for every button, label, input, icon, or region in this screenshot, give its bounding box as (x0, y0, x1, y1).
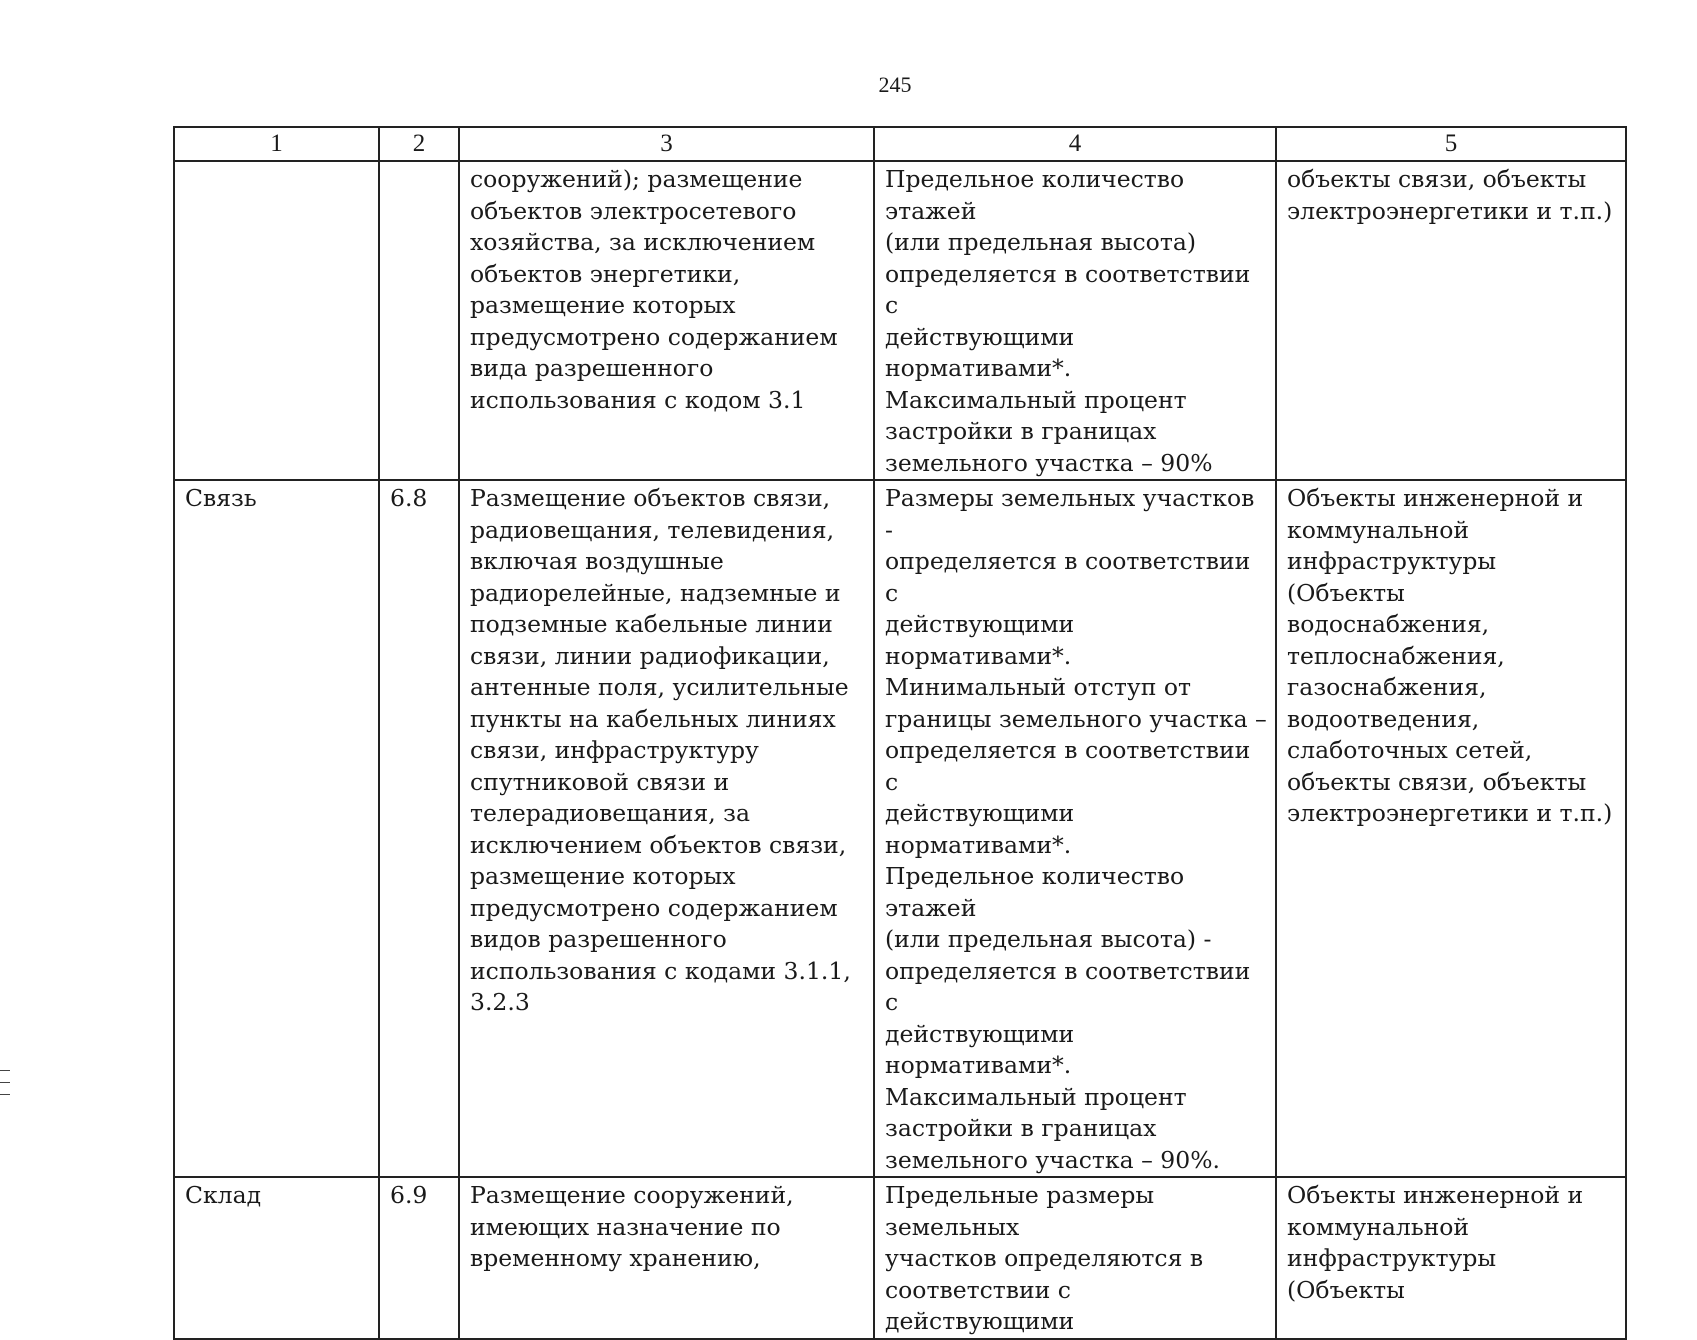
use-code-cell (379, 480, 459, 1177)
column-header: 1 (174, 127, 379, 161)
use-parameters: Размеры земельных участков - определяется в соответствии с действующими нормативами*. Минимальный отступ от границы земельного участка – определяется в соответствии с действующими нормативами*. Предельное количество этажей (или предельная высота) - определяется в соответствии с действующими нормативами*. Максимальный процент застройки в границах земельного участка – 90%. (885, 484, 1267, 1174)
table-row (174, 1177, 1626, 1339)
use-parameters: Предельное количество этажей (или предельная высота) определяется в соответствии с действующими нормативами*. Максимальный процент застройки в границах земельного участка – 90% (885, 165, 1251, 477)
description-cell (459, 480, 874, 1177)
parameters-cell (874, 161, 1276, 480)
use-name: Связь (185, 484, 257, 512)
scan-margin-mark (0, 1082, 10, 1083)
column-header: 2 (379, 127, 459, 161)
objects-cell (1276, 1177, 1626, 1339)
table-header-row (174, 127, 1626, 161)
use-description: Размещение объектов связи, радиовещания, телевидения, включая воздушные радиорелейные, надземные и подземные кабельные линии связи, линии радиофикации, антенные поля, усилительные пункты на кабельных линиях связи, инфраструктуру спутниковой связи и телерадиовещания, за исключением объектов связи, размещение которых предусмотрено содержанием видов разрешенного использования с кодами 3.1.1, 3.2.3 (470, 484, 851, 1016)
objects-cell (1276, 161, 1626, 480)
use-code: 6.9 (390, 1181, 428, 1209)
description-cell (459, 161, 874, 480)
use-objects: Объекты инженерной и коммунальной инфраструктуры (Объекты (1287, 1181, 1584, 1304)
use-objects: Объекты инженерной и коммунальной инфраструктуры (Объекты водоснабжения, теплоснабжения, газоснабжения, водоотведения, слаботочных сетей, объекты связи, объекты электроэнергетики и т.п.) (1287, 484, 1613, 827)
use-code: 6.8 (390, 484, 428, 512)
use-name: Склад (185, 1181, 262, 1209)
table-row (174, 161, 1626, 480)
table-row (174, 480, 1626, 1177)
use-description: Размещение сооружений, имеющих назначение по временному хранению, (470, 1181, 794, 1272)
scan-margin-mark (0, 1070, 10, 1071)
use-name-cell (174, 1177, 379, 1339)
land-use-table (173, 126, 1627, 1340)
scan-margin-mark (0, 1094, 10, 1095)
use-code-cell (379, 161, 459, 480)
use-name-cell (174, 161, 379, 480)
page-number: 245 (878, 72, 912, 97)
use-objects: объекты связи, объекты электроэнергетики и т.п.) (1287, 165, 1613, 225)
column-header: 4 (874, 127, 1276, 161)
use-parameters: Предельные размеры земельных участков определяются в соответствии с действующими (885, 1181, 1204, 1335)
column-header: 5 (1276, 127, 1626, 161)
description-cell (459, 1177, 874, 1339)
use-description: сооружений); размещение объектов электросетевого хозяйства, за исключением объектов энергетики, размещение которых предусмотрено содержанием вида разрешенного использования с кодом 3.1 (470, 165, 838, 414)
use-name-cell (174, 480, 379, 1177)
parameters-cell (874, 1177, 1276, 1339)
use-code-cell (379, 1177, 459, 1339)
column-header: 3 (459, 127, 874, 161)
parameters-cell (874, 480, 1276, 1177)
objects-cell (1276, 480, 1626, 1177)
